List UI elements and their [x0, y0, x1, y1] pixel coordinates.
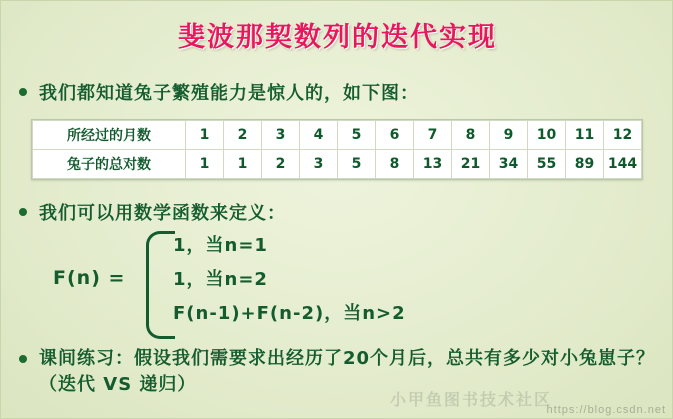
- fibonacci-table: [31, 119, 643, 180]
- table-cell: 34: [490, 150, 528, 179]
- table-cell: 144: [604, 150, 642, 179]
- watermark-brand: 小甲鱼图书技术社区: [389, 390, 552, 409]
- bullet-label-1: 我们都知道兔子繁殖能力是惊人的，如下图：: [39, 83, 419, 104]
- page-title: 斐波那契数列的迭代实现: [178, 22, 497, 53]
- table-cell: 3: [300, 150, 338, 179]
- formula-block: [41, 229, 641, 339]
- formula-case-3: F(n-1)+F(n-2)，当n>2: [173, 303, 406, 324]
- table-row: [33, 150, 642, 179]
- bullet-dot-icon: [19, 355, 27, 363]
- bullet-label-3: 课间练习：假设我们需要求出经历了20个月后，总共有多少对小兔崽子？（迭代 VS 递归）: [39, 348, 656, 396]
- table-cell: 2: [262, 150, 300, 179]
- table-cell: 89: [566, 150, 604, 179]
- table-cell: 6: [376, 121, 414, 150]
- table-row-header-totals: 兔子的总对数: [33, 150, 186, 179]
- bullet-item-2: [19, 199, 286, 225]
- bullet-item-3: [19, 346, 659, 398]
- formula-label: F(n) =: [53, 267, 126, 289]
- bullet-label-2: 我们可以用数学函数来定义：: [39, 203, 286, 224]
- table-cell: 13: [414, 150, 452, 179]
- table-cell: 1: [186, 150, 224, 179]
- table-row-header-months: 所经过的月数: [33, 121, 186, 150]
- table-cell: 10: [528, 121, 566, 150]
- table-cell: 5: [338, 150, 376, 179]
- formula-case-2: 1，当n=2: [173, 269, 268, 290]
- table-cell: 12: [604, 121, 642, 150]
- bullet-dot-icon: [19, 88, 27, 96]
- bullet-item-1: [19, 79, 419, 105]
- watermark-url: https://blog.csdn.net: [546, 404, 666, 416]
- formula-case-1: 1，当n=1: [173, 235, 268, 256]
- table-row: [33, 121, 642, 150]
- bullet-dot-icon: [19, 208, 27, 216]
- table-cell: 8: [452, 121, 490, 150]
- table-cell: 3: [262, 121, 300, 150]
- table-cell: 8: [376, 150, 414, 179]
- table-cell: 55: [528, 150, 566, 179]
- table-cell: 4: [300, 121, 338, 150]
- table-cell: 7: [414, 121, 452, 150]
- table-cell: 11: [566, 121, 604, 150]
- left-brace-icon: [146, 231, 175, 339]
- table-cell: 1: [186, 121, 224, 150]
- table-cell: 9: [490, 121, 528, 150]
- table-cell: 1: [224, 150, 262, 179]
- table-cell: 2: [224, 121, 262, 150]
- table-cell: 21: [452, 150, 490, 179]
- table-cell: 5: [338, 121, 376, 150]
- formula-cases: [173, 229, 406, 331]
